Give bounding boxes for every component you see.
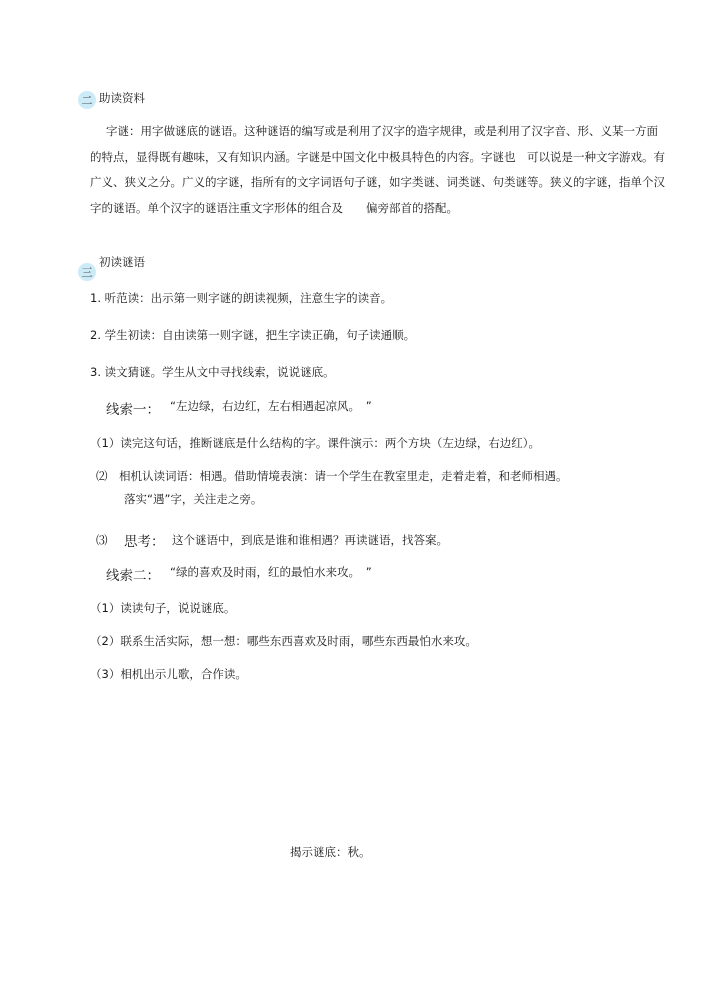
clue-two-label: 线索二： <box>106 568 160 584</box>
list-item: （1）读完这句话，推断谜底是什么结构的字。课件演示：两个方块（左边绿，右边红）。 <box>90 436 541 450</box>
reading-materials-paragraph <box>90 119 666 221</box>
list-item: 落实“遇”字，关注走之旁。 <box>124 492 263 506</box>
list-item: （3）相机出示儿歌，合作读。 <box>90 667 247 681</box>
list-item: ⑵ 相机认读词语：相遇。借助情境表演：请一个学生在教室里走，走着走着，和老师相遇。 <box>96 469 568 483</box>
section-number-badge: 三 <box>78 263 96 281</box>
clue-one-label: 线索一： <box>106 402 160 418</box>
step-item: 3. 读文猜谜。学生从文中寻找线索，说说谜底。 <box>90 365 335 379</box>
section-heading-reading-materials: 助读资料 <box>99 91 145 105</box>
list-item: （1）读读句子，说说谜底。 <box>90 601 236 615</box>
reading-materials-text: 字谜：用字做谜底的谜语。这种谜语的编写或是利用了汉字的造字规律，或是利用了汉字音、形、义某一方面的特点，显得既有趣味，又有知识内涵。字谜是中国文化中极具特色的内容。字谜也 可以说是一种文字游戏。有广义、狭义之分。广义的字谜，指所有的文字词语句子谜，如字类谜、词类谜、句类谜等。狭义的字谜，指单个汉字的谜语。单个汉字的谜语注重文字形体的组合及 偏旁部首的搭配。 <box>90 124 665 215</box>
section-number-badge: 二 <box>78 91 96 109</box>
step-item: 2. 学生初读：自由读第一则字谜，把生字读正确，句子读通顺。 <box>90 328 416 342</box>
list-item-marker: ⑶ <box>96 533 108 547</box>
step-item: 1. 听范读：出示第一则字谜的朗读视频，注意生字的读音。 <box>90 291 393 305</box>
think-label: 思考： <box>124 534 165 550</box>
clue-one-text: “左边绿，右边红，左右相遇起凉风。 ” <box>170 399 372 413</box>
section-heading-first-reading: 初读谜语 <box>99 255 145 269</box>
think-text: 这个谜语中，到底是谁和谁相遇？再读谜语，找答案。 <box>172 533 448 547</box>
clue-two-text: “绿的喜欢及时雨，红的最怕水来攻。 ” <box>170 565 372 579</box>
riddle-answer: 揭示谜底：秋。 <box>290 845 371 859</box>
list-item: （2）联系生活实际，想一想：哪些东西喜欢及时雨，哪些东西最怕水来攻。 <box>90 634 477 648</box>
